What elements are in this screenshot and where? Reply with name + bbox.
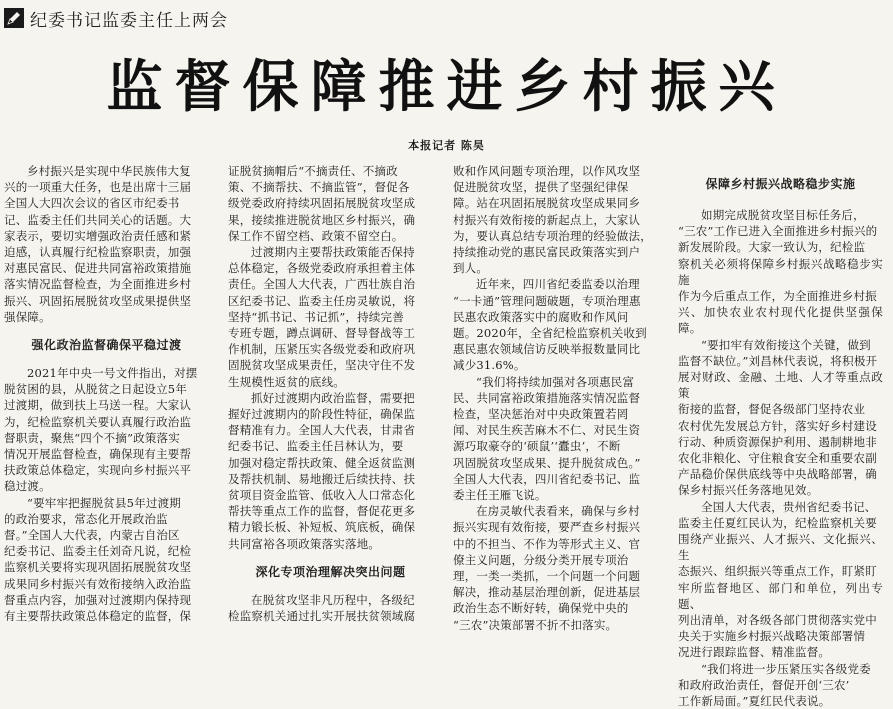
article-column-4 <box>678 175 883 709</box>
article-column-2 <box>228 163 433 624</box>
body-paragraph: “要牢牢把握脱贫县5年过渡期 的政治要求，常态化开展政治监 督。”全国人大代表，内蒙古自治区 纪委书记、监委主任刘奇凡说，纪检 监察机关要将实现巩固拓展脱贫攻坚 成果同乡村振兴有效衔接纳入政治监 督重点内容，加强对过渡期内保持现 有主要帮扶政策总体稳定的监督，保 <box>4 495 192 624</box>
headline: 监督保障推进乡村振兴 <box>106 55 787 120</box>
section-heading: 保障乡村振兴战略稳步实施 <box>705 177 856 191</box>
section-heading: 强化政治监督确保平稳过渡 <box>31 338 182 353</box>
body-paragraph: 近年来，四川省纪委监委以治理 “一卡通”管理问题破题，专项治理惠 民惠农政策落实中的腐败和作风问 题。2020年，全省纪检监察机关收到 惠民惠农领域信访反映举报数量同比 减少31.6%。 <box>453 277 647 373</box>
body-paragraph: “要扣牢有效衔接这个关键，做到 监督不缺位。”刘昌林代表说，将积极开 展对财政、金融、土地、人才等重点政策 衔接的监督，督促各级部门坚持农业 农村优先发展总方针，落实好乡村建设 行动、种质资源保护利用、遏制耕地非 农化非粮化、守住粮食安全和重要农副 产品稳价保供底线等中央战略部署，确 保乡村振兴任务落地见效。 <box>678 337 883 498</box>
pen-icon <box>4 8 24 28</box>
body-paragraph: 在脱贫攻坚非凡历程中，各级纪 检监察机关通过扎实开展扶贫领域腐 <box>228 592 416 624</box>
body-paragraph: “我们将进一步压紧压实各级党委 和政府政治责任，督促开创‘三农’ 工作新局面。”夏红民代表说。 <box>678 661 871 709</box>
body-paragraph: 全国人大代表，贵州省纪委书记、 监委主任夏红民认为，纪检监察机关要 围绕产业振兴、人才振兴、文化振兴、生 态振兴、组织振兴等重点工作，盯紧盯 牢所监督地区、部门和单位，列出专题、 列出清单，对各级各部门贯彻落实党中 央关于实施乡村振兴战略决策部署情 况进行跟踪监督、精准监督。 <box>678 499 883 660</box>
body-paragraph: 乡村振兴是实现中华民族伟大复 兴的一项重大任务，也是出席十三届 全国人大四次会议的省区市纪委书 记、监委主任们共同关心的话题。大 家表示，要切实增强政治责任感和紧 迫感，认真履行纪检监察职责，加强 对惠民富民、促进共同富裕政策措施 落实情况监督检查，为全面推进乡村 振兴、巩固拓展脱贫攻坚成果提供坚 强保障。 <box>4 164 192 324</box>
article-column-1 <box>4 163 209 624</box>
byline: 本报记者 陈昊 <box>408 139 485 152</box>
body-paragraph: 2021年中央一号文件指出，对摆 脱贫困的县，从脱贫之日起设立5年 过渡期，做到扶上马送一程。大家认 为，纪检监察机关要认真履行政治监 督职责，聚焦“四个不摘”政策落实 情况开展监督检查，确保现有主要帮 扶政策总体稳定，实现向乡村振兴平 稳过渡。 <box>4 366 198 494</box>
body-paragraph: 过渡期内主要帮扶政策能否保持 总体稳定，各级党委政府承担着主体 责任。全国人大代表，广西壮族自治 区纪委书记、监委主任房灵敏说，将 坚持“抓书记、书记抓”，持续完善 专班专题，蹲点调研、督导督战等工 作机制，压紧压实各级党委和政府巩 固脱贫攻坚成果责任，坚决守住不发 生规模性返贫的底线。 <box>228 245 416 389</box>
body-paragraph: “我们将持续加强对各项惠民富 民、共同富裕政策措施落实情况监督 检查，坚决惩治对中央政策置若罔 闻、对民生疾苦麻木不仁、对民生资 源巧取豪夺的‘硕鼠’‘蠹虫’，不断 巩固脱贫攻坚成果、提升脱贫成色。” 全国人大代表，四川省纪委书记、监 委主任王雁飞说。 <box>453 374 641 503</box>
column-tag <box>4 6 228 30</box>
body-paragraph: 如期完成脱贫攻坚目标任务后， “三农”工作已进入全面推进乡村振兴的 新发展阶段。大家一致认为，纪检监 察机关必须将保障乡村振兴战略稳步实施 作为今后重点工作，为全面推进乡村振 兴、加快农业农村现代化提供坚强保障。 <box>678 208 883 336</box>
body-paragraph: 证脱贫摘帽后“不摘责任、不摘政 策、不摘帮扶、不摘监管”，督促各 级党委政府持续巩固拓展脱贫攻坚成 果，接续推进脱贫地区乡村振兴，确 保工作不留空档、政策不留空白。 <box>228 164 416 243</box>
section-heading: 深化专项治理解决突出问题 <box>255 564 406 579</box>
body-paragraph: 在房灵敏代表看来，确保与乡村 振兴实现有效衔接，要严查乡村振兴 中的不担当、不作为等形式主义、官 僚主义问题，分级分类开展专项治 理，一类一类抓，一个问题一个问题 解决，推动基层治理创新，促进基层 政治生态不断好转，确保党中央的 “三农”决策部署不折不扣落实。 <box>453 504 641 632</box>
column-name: 纪委书记监委主任上两会 <box>30 10 228 31</box>
body-paragraph: 败和作风问题专项治理，以作风攻坚 促进脱贫攻坚，提供了坚强纪律保 障。站在巩固拓展脱贫攻坚成果同乡 村振兴有效衔接的新起点上，大家认 为，要认真总结专项治理的经验做法， 持续推动党的惠民富民政策落实到户 到人。 <box>453 164 652 276</box>
article-column-3 <box>453 163 658 633</box>
body-paragraph: 抓好过渡期内政治监督，需要把 握好过渡期内的阶段性特征，确保监 督精准有力。全国人大代表，甘肃省 纪委书记、监委主任吕林认为，要 加强对稳定帮扶政策、健全返贫监测 及帮扶机制、易地搬迁后续扶持、扶 贫项目资金监管、低收入人口常态化 帮扶等重点工作的监督，督促花更多 精力锻长板、补短板、筑底板，确保 共同富裕各项政策落实落地。 <box>228 390 416 551</box>
